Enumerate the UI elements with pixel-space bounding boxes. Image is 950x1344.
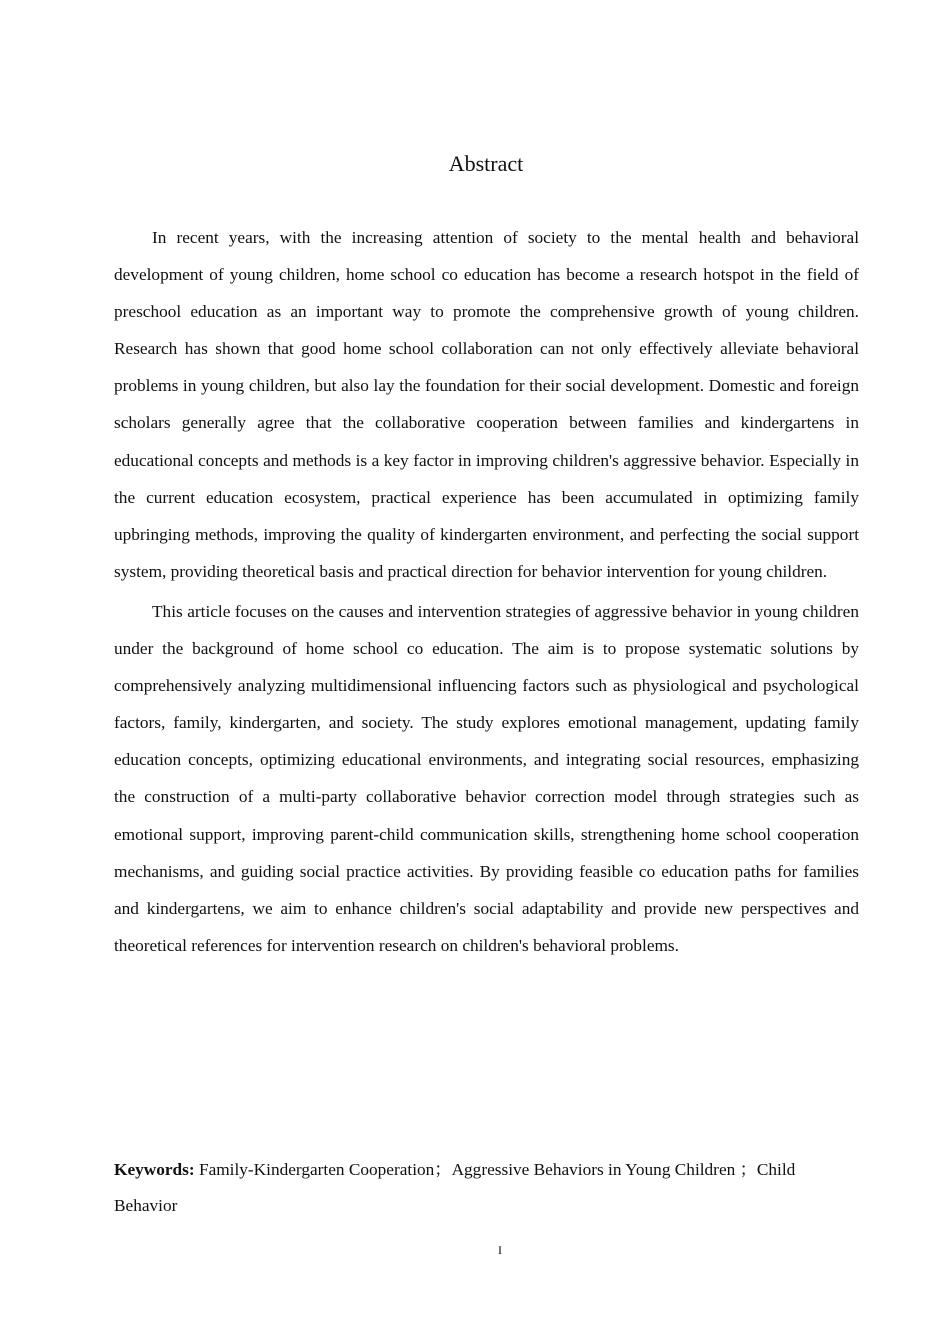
keywords-text: Family-Kindergarten Cooperation；Aggressive Behaviors in Young Children ；Child Behavior [114, 1160, 796, 1215]
abstract-body [114, 219, 859, 964]
keywords-label: Keywords: [114, 1160, 195, 1179]
abstract-paragraph-1: In recent years, with the increasing attention of society to the mental health and behavioral development of young children, home school co education has become a research hotspot in the field of preschool education as an important way to promote the comprehensive growth of young children. Research has shown that good home school collaboration can not only effectively alleviate behavioral problems in young children, but also lay the foundation for their social development. Domestic and foreign scholars generally agree that the collaborative cooperation between families and kindergartens in educational concepts and methods is a key factor in improving children's aggressive behavior. Especially in the current education ecosystem, practical experience has been accumulated in optimizing family upbringing methods, improving the quality of kindergarten environment, and perfecting the social support system, providing theoretical basis and practical direction for behavior intervention for young children. [114, 228, 859, 581]
keywords-section [114, 1152, 859, 1224]
abstract-paragraph-2: This article focuses on the causes and intervention strategies of aggressive behavior in young children under the background of home school co education. The aim is to propose systematic solutions by comprehensively analyzing multidimensional influencing factors such as physiological and psychological factors, family, kindergarten, and society. The study explores emotional management, updating family education concepts, optimizing educational environments, and integrating social resources, emphasizing the construction of a multi-party collaborative behavior correction model through strategies such as emotional support, improving parent-child communication skills, strengthening home school cooperation mechanisms, and guiding social practice activities. By providing feasible co education paths for families and kindergartens, we aim to enhance children's social adaptability and provide new perspectives and theoretical references for intervention research on children's behavioral problems. [114, 601, 859, 955]
abstract-title: Abstract [448, 151, 524, 176]
page-number: I [498, 1243, 502, 1257]
